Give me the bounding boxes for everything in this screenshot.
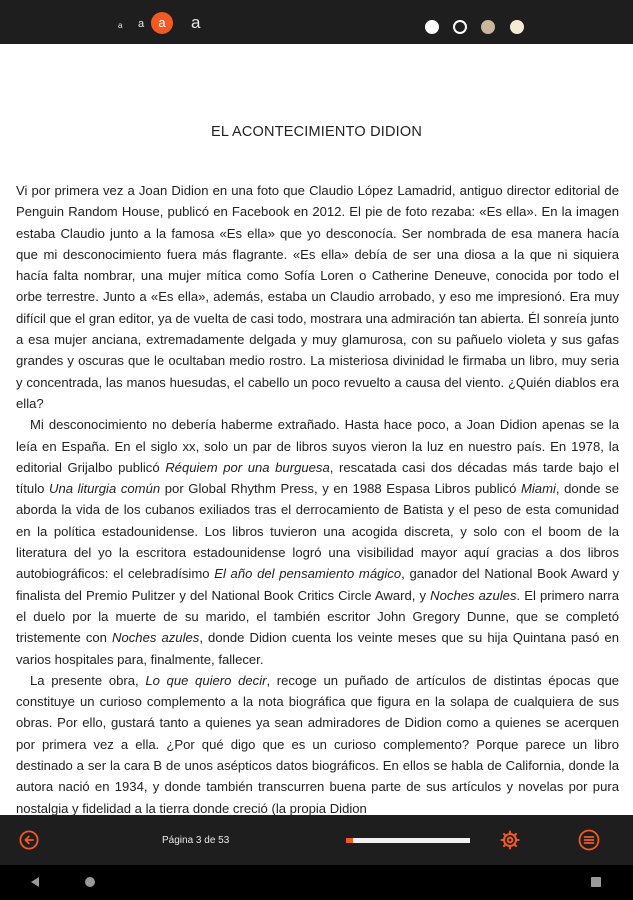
system-home-icon[interactable] [85,877,95,887]
system-recents-icon[interactable] [591,877,601,887]
text-run: La presente obra, [30,672,146,688]
font-size-large-button[interactable]: a [191,13,201,32]
text-run: , donde Didion cuenta los veinte meses que su hija Quintana pasó en varios hospitales para, finalmente, fallecer. [16,630,619,667]
paragraph [16,180,619,414]
reading-progress-bar[interactable] [346,838,470,843]
system-navigation-bar [0,865,633,900]
theme-white-button[interactable] [425,20,439,34]
theme-sepia-button[interactable] [481,20,495,34]
text-run: , recoge un puñado de artículos de distintas épocas que constituye un curioso complemento a la nota biográfica que figura en la solapa de cualquiera de sus obras. Por ello, gustará tanto a quienes ya sean admiradores de Didion como a quienes se acerquen por primera vez a ella. ¿Por qué digo que es un curioso complemento? Porque parece un libro destinado a ser la cara B de unos asépticos datos biográficos. En ellos se habla de California, donde la autora nació en 1934, y donde también transcurren buena parte de sus artículos y novelas por pura nostalgia y fidelidad a la tierra donde creció (la propia Didion [16,672,620,815]
italic-title-run: Lo que quiero decir [145,672,267,688]
theme-black-button[interactable] [453,20,467,34]
italic-title-run: Noches azules [112,630,200,646]
chapter-title: EL ACONTECIMIENTO DIDION [210,124,423,140]
system-back-icon[interactable] [29,876,41,888]
reading-progress-fill [346,838,353,843]
italic-title-run: Noches azules [430,587,517,603]
paragraph [16,414,619,670]
settings-gear-icon[interactable] [499,829,521,851]
italic-title-run: Una liturgia común [49,481,161,497]
book-page[interactable] [0,44,633,815]
menu-icon[interactable] [578,829,600,851]
text-run: Vi por primera vez a Joan Didion en una foto que Claudio López Lamadrid, antiguo director editorial de Penguin Random House, publicó en Facebook en 2012. El pie de foto rezaba: «Es ella». En la imagen estaba Claudio junto a la famosa «Es ella» que yo desconocía. Ser nombrada de esa manera hacía que mi desconocimiento fuera más flagrante. «Es ella» debía de ser una diosa a la que ni siquiera hacía falta nombrar, una mujer mítica como Sofía Loren o Catherine Deneuve, conocida por todo el orbe terrestre. Junto a «Es ella», además, estaba un Claudio arrobado, y eso me impresionó. Era muy difícil que el gran editor, ya de vuelta de casi todo, mostrara una admiración tan abierta. Él sonreía junto a esa mujer anciana, extremadamente delgada y muy glamurosa, con su pañuelo violeta y sus gafas grandes y oscuras que le ocultaban medio rostro. La misteriosa divinidad le firmaba un libro, muy seria y concentrada, las manos huesudas, el cabello un poco revuelto a causa del viento. ¿Quién diablos era ella? [16,183,619,411]
reader-top-bar [0,0,633,44]
italic-title-run: Miami [520,481,556,497]
paragraph [16,670,619,815]
text-run: . El primero narra el duelo por la muerte de su marido, el también escritor John Gregory Dunne, que se completó tristemente con [16,587,619,646]
page-indicator: Página 3 de 53 [162,835,230,846]
chapter-body [16,180,619,815]
theme-cream-button[interactable] [510,20,524,34]
back-arrow-icon[interactable] [19,830,39,850]
italic-title-run: Réquiem por una burguesa [165,459,330,475]
text-run: Mi desconocimiento no debería haberme extrañado. Hasta hace poco, a Joan Didion apenas se la leía en España. En el siglo xx, solo un par de libros suyos vieron la luz en nuestro país. En 1978, la editorial Grijalbo publicó [16,417,619,475]
italic-title-run: El año del pensamiento mágico [214,566,402,582]
font-size-small-button[interactable]: a [138,18,145,30]
text-run: por Global Rhythm Press, y en 1988 Espasa Libros publicó [160,481,521,497]
reader-bottom-bar [0,815,633,865]
text-run: , ganador del National Book Award y finalista del Premio Pulitzer y del National Book Critics Circle Award, y [16,566,620,603]
text-run: , donde se aborda la vida de los cubanos exiliados tras el derrocamiento de Batista y el peso de esta comunidad en la política estadounidense. Los libros tuvieron una acogida discreta, y solo con el boom de la literatura del yo la escritora estadounidense logró una visibilidad mayor aquí gracias a dos libros autobiográficos: el celebradísimo [16,481,619,582]
font-size-smallest-button[interactable]: a [118,21,123,30]
text-run: , rescatada casi dos décadas más tarde bajo el título [16,459,619,497]
font-size-medium-button-selected[interactable]: a [151,12,173,34]
